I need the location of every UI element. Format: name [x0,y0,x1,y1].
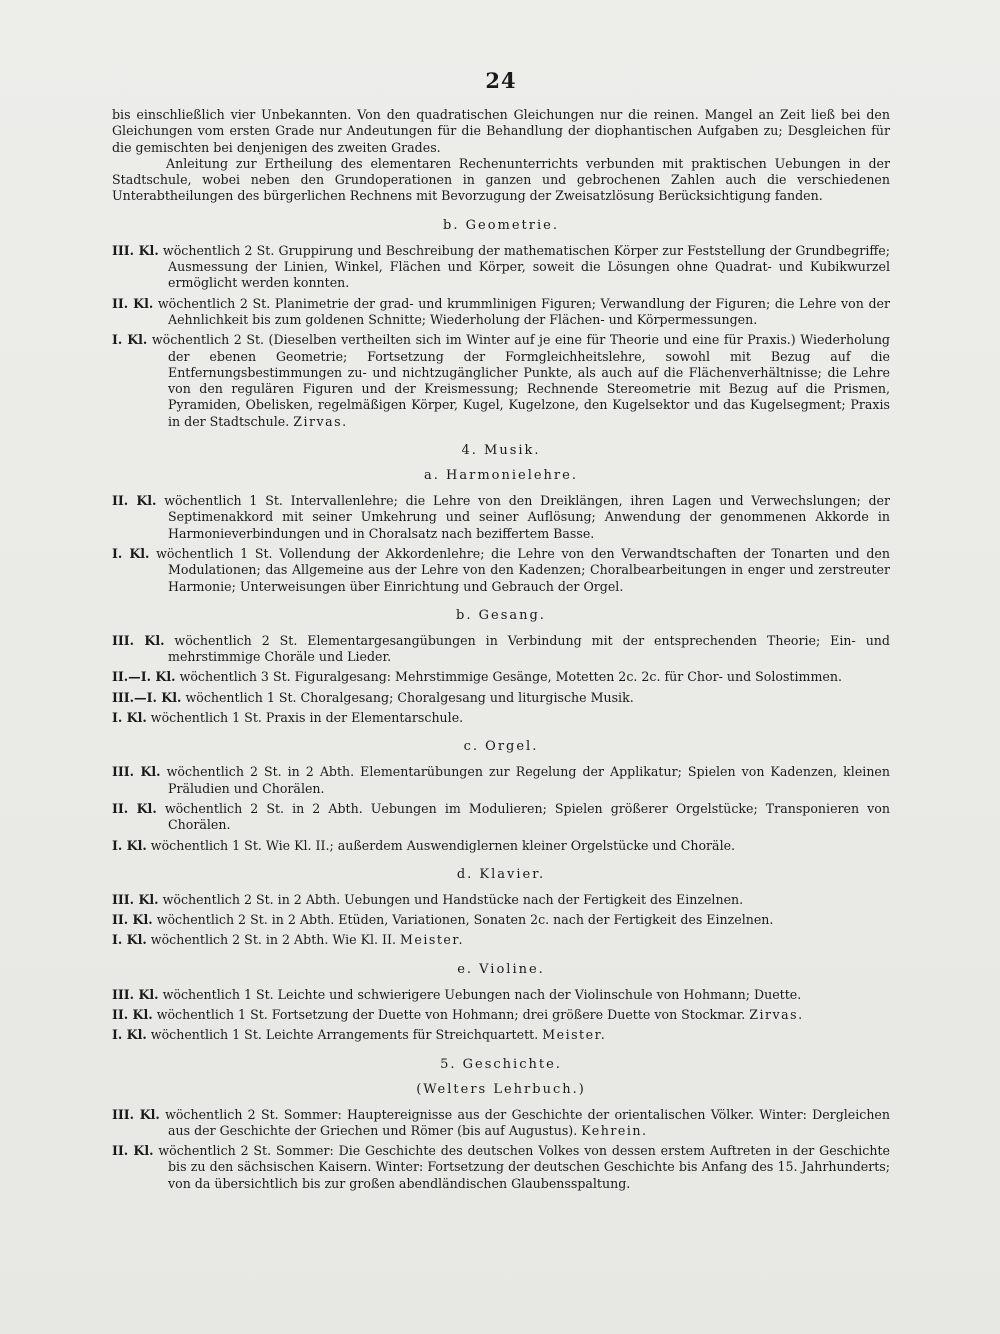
entry-text: wöchentlich 2 St. in 2 Abth. Elementarübungen zur Regelung der Applikatur; Spielen von Kadenzen, kleinen Präludien und Chorälen. [166,764,890,796]
section-heading-klavier: d. Klavier. [456,866,546,882]
entry-text: wöchentlich 2 St. in 2 Abth. Wie Kl. II. [150,932,396,948]
entry-text: wöchentlich 1 St. Fortsetzung der Duette von Hohmann; drei größere Duette von Stockmar. [156,1006,746,1022]
class-label: III.—I. Kl. [112,689,182,705]
entry-text: wöchentlich 1 St. Praxis in der Elementarschule. [150,710,464,726]
section-heading-violine: e. Violine. [457,961,545,977]
entry-text: wöchentlich 1 St. Leichte Arrangements für Streichquartett. [150,1027,539,1043]
class-label: II.—I. Kl. [112,669,176,685]
list-item [112,912,890,928]
list-item [112,690,890,706]
list-item [112,633,890,666]
list-item [112,1007,890,1023]
section-heading-geschichte: 5. Geschichte. [440,1056,562,1072]
class-label: I. Kl. [112,932,147,948]
entry-text: wöchentlich 2 St. Elementargesangübungen in Verbindung mit der entsprechenden Theorie; Ein- und mehrstimmige Choräle und Lieder. [168,632,890,665]
list-item [112,332,890,430]
list-item [112,243,890,292]
section-heading-orgel: c. Orgel. [463,739,539,755]
entry-text: wöchentlich 2 St. in 2 Abth. Etüden, Variationen, Sonaten 2c. nach der Fertigkeit des Einzelnen. [156,912,774,928]
entry-text: wöchentlich 2 St. Planimetrie der grad- und krummlinigen Figuren; Verwandlung der Figuren; die Lehre von der Aehnlichkeit bis zum goldenen Schnitte; Wiederholung der Flächen- und Körpermessungen. [157,295,890,327]
entry-text: wöchentlich 1 St. Choralgesang; Choralgesang und liturgische Musik. [185,689,634,705]
class-label: III. Kl. [112,632,165,648]
teacher-name: Kehrein. [581,1122,648,1138]
list-item [112,493,890,542]
list-item [112,546,890,595]
entry-text: wöchentlich 1 St. Intervallenlehre; die Lehre von den Dreiklängen, ihren Lagen und Verwechslungen; der Septimenakkord mit seiner Umkehrung und seiner Auflösung; Anwendung der genommenen Akkorde in Harmonieverbindungen und in Choralsatz nach beziffertem Basse. [164,493,890,541]
class-label: I. Kl. [112,710,147,726]
list-item [112,1027,890,1043]
list-item [112,838,890,854]
class-label: II. Kl. [112,295,154,311]
section-heading-gesang: b. Gesang. [456,607,546,623]
class-label: II. Kl. [112,1143,154,1159]
list-item [112,764,890,797]
list-item [112,669,890,685]
intro-paragraph-2: Anleitung zur Ertheilung des elementaren Rechenunterrichts verbunden mit praktischen Uebungen in der Stadtschule, wobei neben den Grundoperationen in ganzen und gebrochenen Zahlen auch die verschiedenen Unterabtheilungen des bürgerlichen Rechnens mit Bevorzugung der Zweisatzlösung Berücksichtigung fanden. [112,155,890,204]
class-label: I. Kl. [112,837,147,853]
list-item [112,710,890,726]
class-label: III. Kl. [112,891,159,907]
entry-text: wöchentlich 2 St. Gruppirung und Beschreibung der mathematischen Körper zur Feststellung der Grundbegriffe; Ausmessung der Linien, Winkel, Flächen und Körper, soweit die Lösungen ohne Quadrat- und Kubikwurzel ermöglicht werden konnten. [162,242,891,291]
class-label: I. Kl. [112,545,150,561]
entry-text: wöchentlich 2 St. Sommer: Die Geschichte des deutschen Volkes von dessen erstem Auftreten in der Geschichte bis zu den sächsischen Kaisern. Winter: Fortsetzung der deutschen Geschichte bis Anfang des 15. Jahrhunderts; von da übersichtlich bis zur großen abendländischen Glaubensspaltung. [158,1143,890,1191]
entry-text: wöchentlich 1 St. Leichte und schwierigere Uebungen nach der Violinschule von Hohmann; Duette. [162,986,802,1002]
list-item [112,1143,890,1192]
class-label: III. Kl. [112,764,161,780]
list-item [112,987,890,1003]
intro-paragraph-1: bis einschließlich vier Unbekannten. Von den quadratischen Gleichungen nur die reinen. Mangel an Zeit ließ bei den Gleichungen vom ersten Grade nur Andeutungen für die Behandlung der diophantischen Aufgaben zu; Desgleichen für die gemischten bei denjenigen des zweiten Grades. [112,107,890,155]
teacher-name: Zirvas. [749,1006,804,1022]
entry-text: wöchentlich 2 St. in 2 Abth. Uebungen im Modulieren; Spielen größerer Orgelstücke; Transponieren von Chorälen. [164,800,890,833]
entry-text: wöchentlich 2 St. Sommer: Hauptereignisse aus der Geschichte der orientalischen Völker. Winter: Dergleichen aus der Geschichte der Griechen und Römer (bis auf Augustus). [165,1106,890,1138]
entry-text: wöchentlich 2 St. (Dieselben vertheilten sich im Winter auf je eine für Theorie und eine für Praxis.) Wiederholung der ebenen Geometrie; Fortsetzung der Formgleichheitslehre, sowohl mit Bezug auf die Entfernungsbestimmungen zu- und nichtzugänglicher Punkte, als auch auf die Flächenverhältnisse; die Lehre von den regulären Figuren und der Kreismessung; Rechnende Stereometrie mit Bezug auf die Prismen, Pyramiden, Obelisken, regelmäßigen Körper, Kugel, Kugelzone, den Kugelsektor und das Kugelsegment; Praxis in der Stadtschule. [151,332,890,429]
entry-text: wöchentlich 1 St. Vollendung der Akkordenlehre; die Lehre von den Verwandtschaften der Tonarten und den Modulationen; das Allgemeine aus der Lehre von den Kadenzen; Choralbearbeitungen in enger und zerstreuter Harmonie; Unterweisungen über Einrichtung und Gebrauch der Orgel. [156,545,890,594]
class-label: I. Kl. [112,1027,147,1043]
entry-text: wöchentlich 1 St. Wie Kl. II.; außerdem Auswendiglernen kleiner Orgelstücke und Choräle. [150,837,736,853]
class-label: I. Kl. [112,332,148,348]
entry-text: wöchentlich 3 St. Figuralgesang: Mehrstimmige Gesänge, Motetten 2c. 2c. für Chor- und Solostimmen. [179,669,842,685]
class-label: III. Kl. [112,1106,160,1122]
entry-text: wöchentlich 2 St. in 2 Abth. Uebungen und Handstücke nach der Fertigkeit des Einzelnen. [162,891,744,907]
teacher-name: Zirvas. [293,413,348,429]
list-item [112,296,890,329]
class-label: II. Kl. [112,1006,153,1022]
teacher-name: Meister. [542,1027,607,1043]
list-item [112,801,890,834]
teacher-name: Meister. [400,932,464,948]
section-heading-geometrie: b. Geometrie. [443,217,559,233]
class-label: III. Kl. [112,986,159,1002]
list-item [112,1107,890,1140]
page-number: 24 [485,68,517,93]
section-heading-musik: 4. Musik. [461,443,541,459]
class-label: II. Kl. [112,493,157,509]
section-heading-harmonielehre: a. Harmonielehre. [424,468,578,484]
class-label: III. Kl. [112,242,159,258]
class-label: II. Kl. [112,800,157,816]
section-subheading-lehrbuch: (Welters Lehrbuch.) [416,1081,586,1097]
class-label: II. Kl. [112,912,153,928]
list-item [112,892,890,908]
list-item [112,932,890,948]
